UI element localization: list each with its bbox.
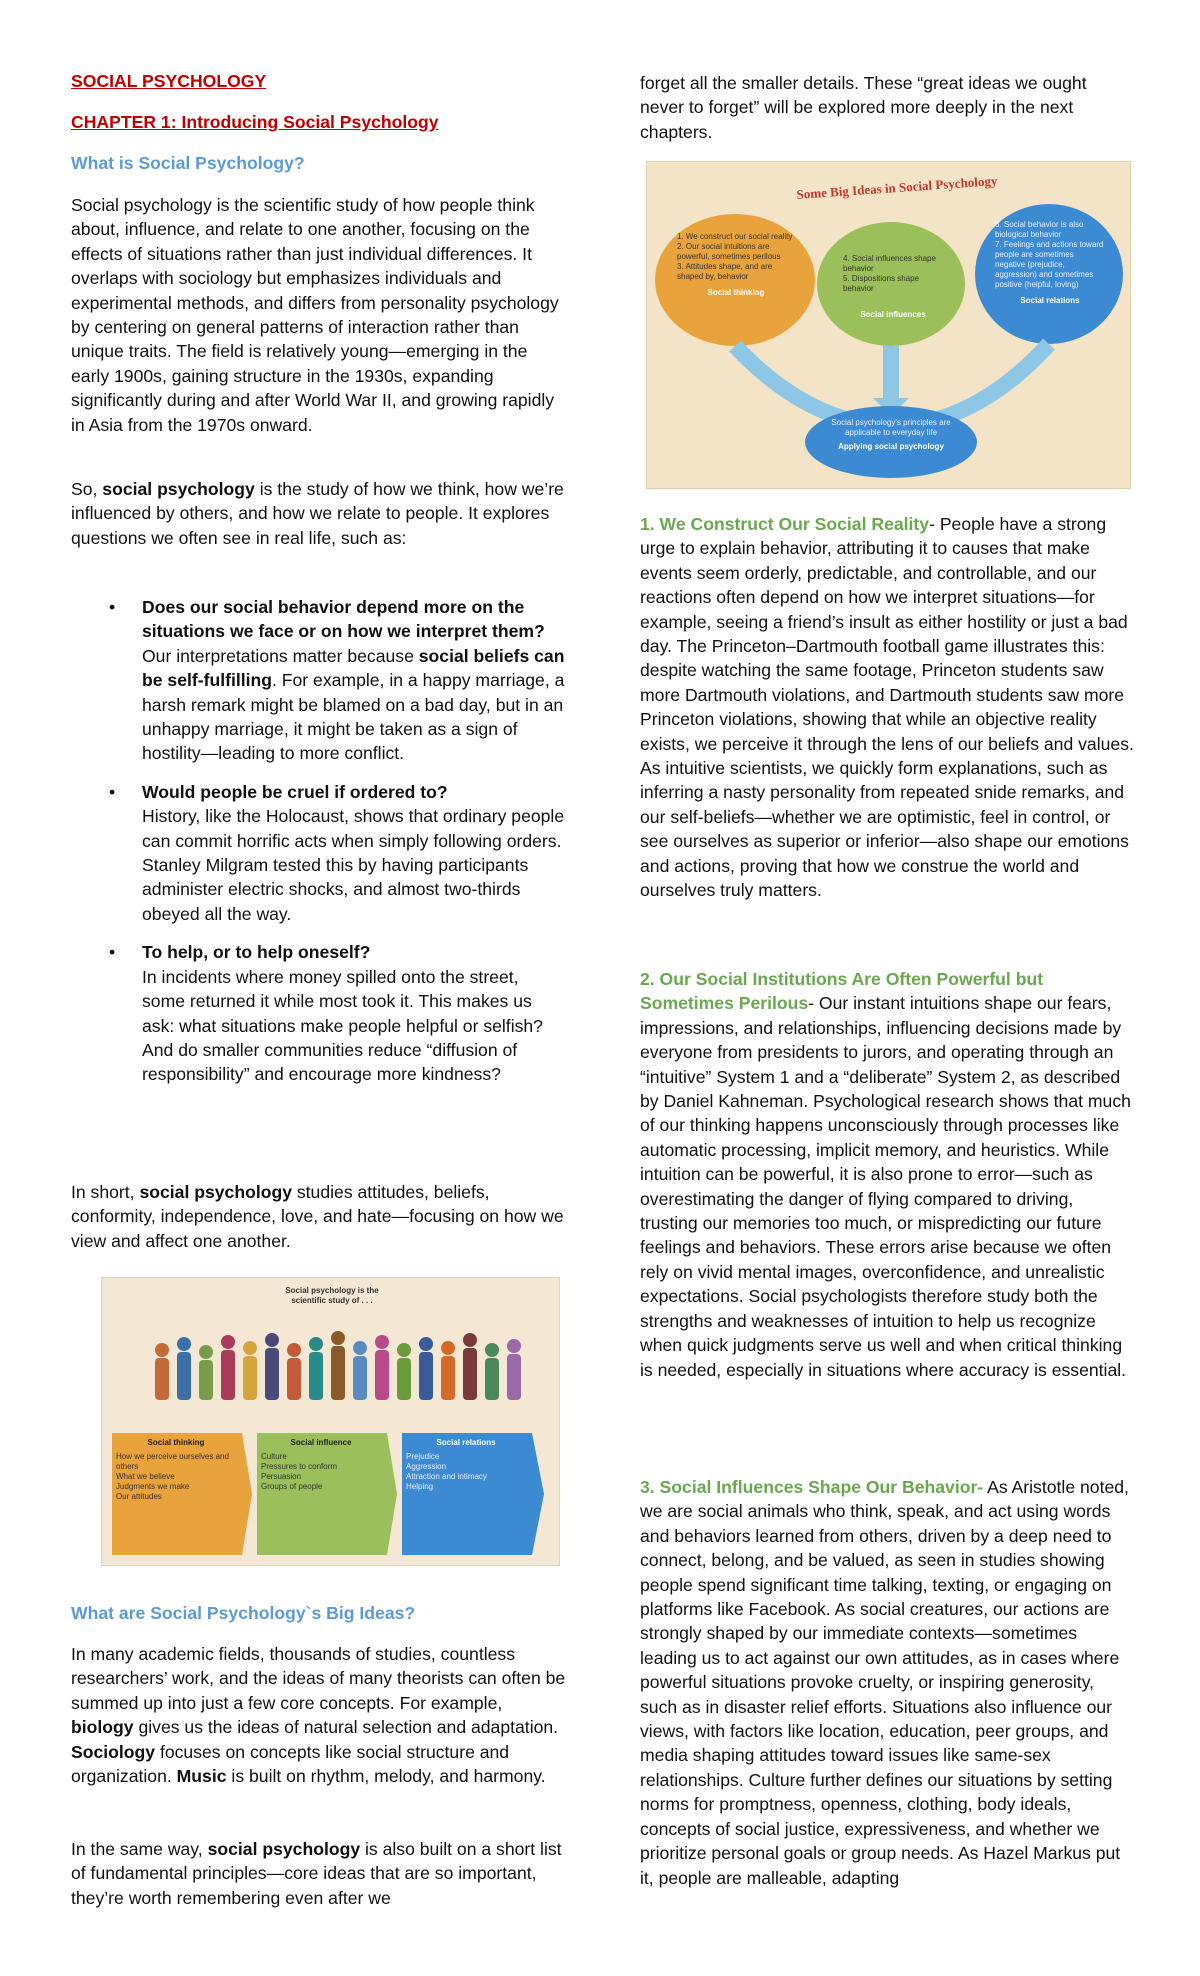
idea-heading: 3. Social Influences Shape Our Behavior- [640, 1477, 984, 1497]
box-item: Groups of people [261, 1482, 323, 1491]
idea-item: 3. Attitudes shape, and are shaped by, behavior [677, 262, 773, 281]
big-idea-1 [640, 512, 1135, 903]
idea-item: 6. Social behavior is also biological behavior [995, 220, 1084, 239]
text: is the study of how we think, how we’re influenced by others, and how we relate to people. It explores questions we often see in real life, such as: [71, 479, 564, 548]
question: Would people be cruel if ordered to? [142, 781, 448, 802]
box-item: Attraction and intimacy [406, 1472, 487, 1481]
cluster-social-influences [843, 254, 943, 320]
bullet-icon: • [109, 597, 116, 617]
paragraph-text: Social psychology is the scientific study of how people think about, influence, and relate to one another, focusing on the effects of situations rather than just individual differences. It overlaps with sociology but emphasizes individuals and experimental methods, and differs from personality psychology by centering on general patterns of interaction rather than unique traits. The field is relatively young—emerging in the early 1900s, gaining structure in the 1930s, expanding significantly during and after World War II, and growing rapidly in Asia from the 1970s onward. [71, 195, 559, 435]
paragraph-in-short [71, 1180, 566, 1253]
text: So, [71, 479, 103, 499]
big-idea-3 [640, 1475, 1135, 1890]
text: is built on rhythm, melody, and harmony. [226, 1766, 546, 1787]
chapter-title: CHAPTER 1: Introducing Social Psychology [71, 112, 439, 132]
box-item: Prejudice [406, 1452, 440, 1461]
paragraph-intro [71, 193, 566, 437]
cluster-social-relations [995, 220, 1105, 306]
figure-title: Some Big Ideas in Social Psychology [796, 173, 998, 203]
idea-item: 7. Feelings and actions toward people are sometimes negative (prejudice, aggression) and sometimes positive (helpful, loving) [995, 240, 1104, 289]
question: Does our social behavior depend more on the situations we face or on how we interpret them? [142, 597, 545, 642]
bold-term: social psychology [207, 1839, 361, 1859]
bold-term: Music [176, 1766, 227, 1787]
question: To help, or to help oneself? [142, 942, 371, 963]
box-social-relations [406, 1438, 526, 1492]
section-heading-big-ideas: What are Social Psychology`s Big Ideas? [71, 1603, 416, 1623]
idea-item: 1. We construct our social reality [677, 232, 793, 241]
paragraph-text: forget all the smaller details. These “great ideas we ought never to forget” will be explored more deeply in the next chapters. [640, 73, 1087, 142]
bold-term: social psychology [102, 479, 255, 499]
idea-heading: 1. We Construct Our Social Reality [640, 514, 930, 534]
bold-term: Sociology [71, 1741, 156, 1762]
idea-text: As Aristotle noted, we are social animals who think, speak, and act using words and behaviors learned from others, driven by a deep need to connect, belong, and be valued, as seen in studies showing people spend significant time talking, texting, or engaging on platforms like Facebook. As social creatures, our actions are strongly shaped by our immediate contexts—sometimes leading us to act against our own attitudes, as in cases where powerful situations provoke cruelty, or inspiring generosity, such as in disaster relief efforts. Situations also influence our views, with factors like location, education, peer groups, and media shaping attitudes toward issues like same-sex relationships. Culture further defines our situations by setting norms for promptness, openness, clothing, body ideals, concepts of social justice, expressiveness, and whether we prioritize personal goals or group needs. As Hazel Markus put it, people are malleable, adapting [640, 1477, 1129, 1888]
figure-illustration [102, 1278, 559, 1565]
section-heading-what-is: What is Social Psychology? [71, 153, 305, 173]
bold-term: social psychology [139, 1182, 292, 1202]
cluster-label: Social influences [860, 310, 926, 319]
cluster-social-thinking [677, 232, 795, 298]
box-title: Social influence [290, 1438, 352, 1447]
text: In incidents where money spilled onto the street, some returned it while most took it. This makes us ask: what situations make people helpful or selfish? And do smaller communities reduce “diffusion of responsibility” and encourage more kindness? [142, 966, 543, 1085]
text: In many academic fields, thousands of studies, countless researchers’ work, and the ideas of many theorists can often be summed up into just a few core concepts. For example, [71, 1644, 566, 1713]
figure-social-psychology-study [101, 1277, 560, 1566]
text: focuses on concepts like social structure and organization. [71, 1741, 510, 1787]
box-item: What we believe [116, 1472, 175, 1481]
cluster-label: Applying social psychology [838, 442, 944, 451]
idea-item: Social psychology's principles are applicable to everyday life [831, 418, 951, 437]
idea-item: 5. Dispositions shape behavior [843, 274, 920, 293]
box-item: Helping [406, 1482, 434, 1491]
box-item: Persuasion [261, 1472, 302, 1481]
box-item: How we perceive ourselves and others [116, 1452, 229, 1471]
idea-item: 4. Social influences shape behavior [843, 254, 936, 273]
idea-heading: 2. Our Social Institutions Are Often Powerful but Sometimes Perilous [640, 969, 1044, 1014]
text: is also built on a short list of fundamental principles—core ideas that are so important, they’re worth remembering even after we [71, 1839, 562, 1908]
bold-term: social beliefs can be self-fulfilling [142, 645, 565, 691]
box-item: Culture [261, 1452, 287, 1461]
big-idea-2 [640, 967, 1135, 1382]
idea-text: - People have a strong urge to explain behavior, attributing it to causes that make events seem orderly, predictable, and controllable, and our reactions often depend on how we interpret situations—for example, seeing a friend’s insult as either hostility or just a bad day. The Princeton–Dartmouth football game illustrates this: despite watching the same footage, Princeton students saw more Dartmouth violations, and Dartmouth students saw more Princeton violations, showing that while an objective reality exists, we perceive it through the lens of our beliefs and values. As intuitive scientists, we quickly form explanations, such as inferring a nasty personality from repeated snide remarks, and our self-beliefs—whether we are optimistic, feel in control, or see ourselves as superior or inferior—also shape our emotions and actions, proving that how we construe the world and ourselves truly matters. [640, 514, 1134, 901]
idea-item: 2. Our social intuitions are powerful, sometimes perilous [677, 242, 781, 261]
box-title: Social thinking [147, 1438, 205, 1447]
text: . For example, in a happy marriage, a harsh remark might be blamed on a bad day, but in an unhappy marriage, it might be taken as a sign of hostility—leading to more conflict. [142, 670, 565, 764]
box-item: Aggression [406, 1462, 447, 1471]
list-item [71, 940, 566, 1086]
paragraph-same-way [71, 1837, 566, 1910]
idea-text: - Our instant intuitions shape our fears, impressions, and relationships, influencing decisions made by everyone from presidents to jurors, and operating through an “intuitive” System 1 and a “deliberate” System 2, as described by Daniel Kahneman. Psychological research shows that much of our thinking happens unconsciously through processes like automatic processing, implicit memory, and heuristics. While intuition can be powerful, it is also prone to error—such as overestimating the danger of flying compared to driving, trusting our memories too much, or mispredicting our future feelings and behaviors. These errors arise because we often rely on vivid mental images, overconfidence, and unrealistic expectations. Social psychologists therefore study both the strengths and weaknesses of intuition to help us recognize when quick judgments serve us well and when critical thinking is needed, especially in situations where accuracy is essential. [640, 993, 1131, 1380]
box-item: Our attitudes [116, 1492, 162, 1501]
text: In short, [71, 1182, 140, 1202]
cluster-label: Social relations [1020, 296, 1080, 305]
paragraph-fields [71, 1642, 566, 1788]
box-item: Judgments we make [116, 1482, 190, 1491]
figure-big-ideas [646, 161, 1131, 489]
paragraph-forget [640, 71, 1135, 144]
bullet-icon: • [109, 781, 116, 802]
text: Our interpretations matter because [142, 645, 419, 666]
box-social-thinking [116, 1438, 236, 1502]
box-item: Pressures to conform [261, 1462, 338, 1471]
bold-term: biology [71, 1717, 134, 1738]
figure-caption: Social psychology is the scientific study of . . . [285, 1286, 379, 1305]
text: In the same way, [71, 1839, 208, 1859]
text: gives us the ideas of natural selection and adaptation. [133, 1717, 559, 1738]
cluster-label: Social thinking [707, 288, 765, 297]
list-item [71, 595, 566, 766]
box-title: Social relations [436, 1438, 496, 1447]
text: History, like the Holocaust, shows that ordinary people can commit horrific acts when simply following orders. Stanley Milgram tested this by having participants administer electric shocks, and almost two-thirds obeyed all the way. [142, 806, 565, 924]
page-title: SOCIAL PSYCHOLOGY [71, 71, 267, 91]
list-item [71, 780, 566, 926]
box-social-influence [261, 1438, 381, 1492]
bullet-icon: • [109, 942, 116, 963]
paragraph-so [71, 477, 566, 550]
text: studies attitudes, beliefs, conformity, independence, love, and hate—focusing on how we view and affect one another. [71, 1182, 564, 1251]
cluster-applying [827, 418, 955, 452]
question-list [71, 595, 566, 1087]
